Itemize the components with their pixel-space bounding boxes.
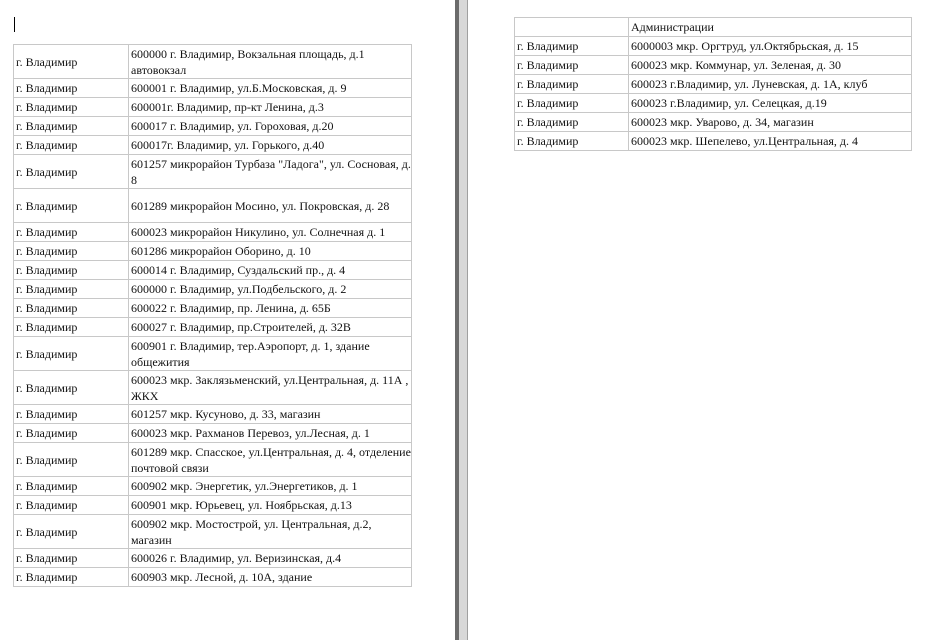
city-cell[interactable]: г. Владимир bbox=[14, 155, 129, 189]
table-row bbox=[515, 75, 912, 94]
city-cell[interactable]: г. Владимир bbox=[14, 98, 129, 117]
table-row bbox=[515, 113, 912, 132]
page-divider-edge bbox=[455, 0, 459, 640]
city-cell[interactable]: г. Владимир bbox=[14, 496, 129, 515]
city-cell[interactable]: г. Владимир bbox=[14, 242, 129, 261]
table-row bbox=[14, 299, 412, 318]
table-row bbox=[14, 261, 412, 280]
table-row bbox=[14, 223, 412, 242]
city-cell[interactable]: г. Владимир bbox=[14, 443, 129, 477]
city-cell[interactable]: г. Владимир bbox=[14, 424, 129, 443]
address-cell[interactable]: 601257 мкр. Кусуново, д. 33, магазин bbox=[129, 405, 412, 424]
table-row bbox=[14, 242, 412, 261]
city-cell[interactable]: г. Владимир bbox=[14, 79, 129, 98]
city-cell[interactable]: г. Владимир bbox=[14, 337, 129, 371]
table-row bbox=[14, 117, 412, 136]
address-cell[interactable]: 600027 г. Владимир, пр.Строителей, д. 32В bbox=[129, 318, 412, 337]
address-table-right bbox=[514, 17, 912, 151]
address-cell[interactable]: 600014 г. Владимир, Суздальский пр., д. 4 bbox=[129, 261, 412, 280]
table-row bbox=[14, 337, 412, 371]
address-cell[interactable]: 600902 мкр. Мостострой, ул. Центральная, д.2, магазин bbox=[129, 515, 412, 549]
table-row bbox=[14, 515, 412, 549]
address-cell[interactable]: 600026 г. Владимир, ул. Веризинская, д.4 bbox=[129, 549, 412, 568]
table-row bbox=[515, 18, 912, 37]
page-divider bbox=[455, 0, 468, 640]
city-cell[interactable]: г. Владимир bbox=[515, 37, 629, 56]
address-cell[interactable]: 600001г. Владимир, пр-кт Ленина, д.3 bbox=[129, 98, 412, 117]
city-cell[interactable]: г. Владимир bbox=[515, 132, 629, 151]
address-cell[interactable]: 600001 г. Владимир, ул.Б.Московская, д. 9 bbox=[129, 79, 412, 98]
address-cell[interactable]: Администрации bbox=[629, 18, 912, 37]
document-page-left[interactable] bbox=[0, 0, 455, 640]
city-cell[interactable]: г. Владимир bbox=[14, 261, 129, 280]
address-cell[interactable]: 600901 мкр. Юрьевец, ул. Ноябрьская, д.13 bbox=[129, 496, 412, 515]
city-cell[interactable]: г. Владимир bbox=[14, 117, 129, 136]
address-cell[interactable]: 601286 микрорайон Оборино, д. 10 bbox=[129, 242, 412, 261]
address-cell[interactable]: 600017г. Владимир, ул. Горького, д.40 bbox=[129, 136, 412, 155]
city-cell[interactable]: г. Владимир bbox=[14, 189, 129, 223]
address-cell[interactable]: 600023 г.Владимир, ул. Селецкая, д.19 bbox=[629, 94, 912, 113]
address-cell[interactable]: 600023 мкр. Коммунар, ул. Зеленая, д. 30 bbox=[629, 56, 912, 75]
city-cell[interactable]: г. Владимир bbox=[14, 549, 129, 568]
city-cell[interactable]: г. Владимир bbox=[14, 515, 129, 549]
city-cell[interactable]: г. Владимир bbox=[14, 280, 129, 299]
table-row bbox=[14, 136, 412, 155]
table-row bbox=[14, 371, 412, 405]
table-row bbox=[515, 37, 912, 56]
city-cell[interactable]: г. Владимир bbox=[14, 371, 129, 405]
table-row bbox=[515, 132, 912, 151]
table-row bbox=[14, 477, 412, 496]
table-row bbox=[14, 45, 412, 79]
table-row bbox=[14, 79, 412, 98]
address-cell[interactable]: 600000 г. Владимир, ул.Подбельского, д. 2 bbox=[129, 280, 412, 299]
city-cell[interactable] bbox=[515, 18, 629, 37]
document-page-right[interactable] bbox=[468, 0, 939, 640]
text-cursor bbox=[14, 17, 15, 32]
city-cell[interactable]: г. Владимир bbox=[14, 223, 129, 242]
address-cell[interactable]: 6000003 мкр. Оргтруд, ул.Октябрьская, д. 15 bbox=[629, 37, 912, 56]
address-cell[interactable]: 600000 г. Владимир, Вокзальная площадь, д.1 автовокзал bbox=[129, 45, 412, 79]
address-cell[interactable]: 600901 г. Владимир, тер.Аэропорт, д. 1, здание общежития bbox=[129, 337, 412, 371]
address-cell[interactable]: 600023 мкр. Шепелево, ул.Центральная, д. 4 bbox=[629, 132, 912, 151]
address-cell[interactable]: 601289 мкр. Спасское, ул.Центральная, д. 4, отделение почтовой связи bbox=[129, 443, 412, 477]
city-cell[interactable]: г. Владимир bbox=[14, 45, 129, 79]
address-cell[interactable]: 601257 микрорайон Турбаза "Ладога", ул. Сосновая, д. 8 bbox=[129, 155, 412, 189]
table-row bbox=[14, 280, 412, 299]
table-row bbox=[14, 189, 412, 223]
address-cell[interactable]: 600023 г.Владимир, ул. Луневская, д. 1А, клуб bbox=[629, 75, 912, 94]
table-row bbox=[14, 424, 412, 443]
table-row bbox=[14, 155, 412, 189]
table-row bbox=[14, 496, 412, 515]
table-row bbox=[14, 98, 412, 117]
city-cell[interactable]: г. Владимир bbox=[14, 405, 129, 424]
address-cell[interactable]: 600023 мкр. Уварово, д. 34, магазин bbox=[629, 113, 912, 132]
city-cell[interactable]: г. Владимир bbox=[14, 568, 129, 587]
table-row bbox=[14, 405, 412, 424]
city-cell[interactable]: г. Владимир bbox=[515, 75, 629, 94]
address-cell[interactable]: 600023 мкр. Рахманов Перевоз, ул.Лесная, д. 1 bbox=[129, 424, 412, 443]
address-cell[interactable]: 601289 микрорайон Мосино, ул. Покровская, д. 28 bbox=[129, 189, 412, 223]
city-cell[interactable]: г. Владимир bbox=[515, 113, 629, 132]
city-cell[interactable]: г. Владимир bbox=[515, 94, 629, 113]
address-table-left bbox=[13, 44, 412, 587]
address-cell[interactable]: 600023 мкр. Заклязьменский, ул.Центральная, д. 11А , ЖКХ bbox=[129, 371, 412, 405]
table-row bbox=[14, 318, 412, 337]
city-cell[interactable]: г. Владимир bbox=[14, 299, 129, 318]
table-row bbox=[14, 443, 412, 477]
address-cell[interactable]: 600022 г. Владимир, пр. Ленина, д. 65Б bbox=[129, 299, 412, 318]
city-cell[interactable]: г. Владимир bbox=[14, 136, 129, 155]
address-cell[interactable]: 600902 мкр. Энергетик, ул.Энергетиков, д. 1 bbox=[129, 477, 412, 496]
address-cell[interactable]: 600023 микрорайон Никулино, ул. Солнечная д. 1 bbox=[129, 223, 412, 242]
city-cell[interactable]: г. Владимир bbox=[14, 477, 129, 496]
city-cell[interactable]: г. Владимир bbox=[515, 56, 629, 75]
table-row bbox=[14, 568, 412, 587]
address-cell[interactable]: 600903 мкр. Лесной, д. 10А, здание bbox=[129, 568, 412, 587]
table-row bbox=[14, 549, 412, 568]
table-row bbox=[515, 94, 912, 113]
address-cell[interactable]: 600017 г. Владимир, ул. Гороховая, д.20 bbox=[129, 117, 412, 136]
city-cell[interactable]: г. Владимир bbox=[14, 318, 129, 337]
table-row bbox=[515, 56, 912, 75]
